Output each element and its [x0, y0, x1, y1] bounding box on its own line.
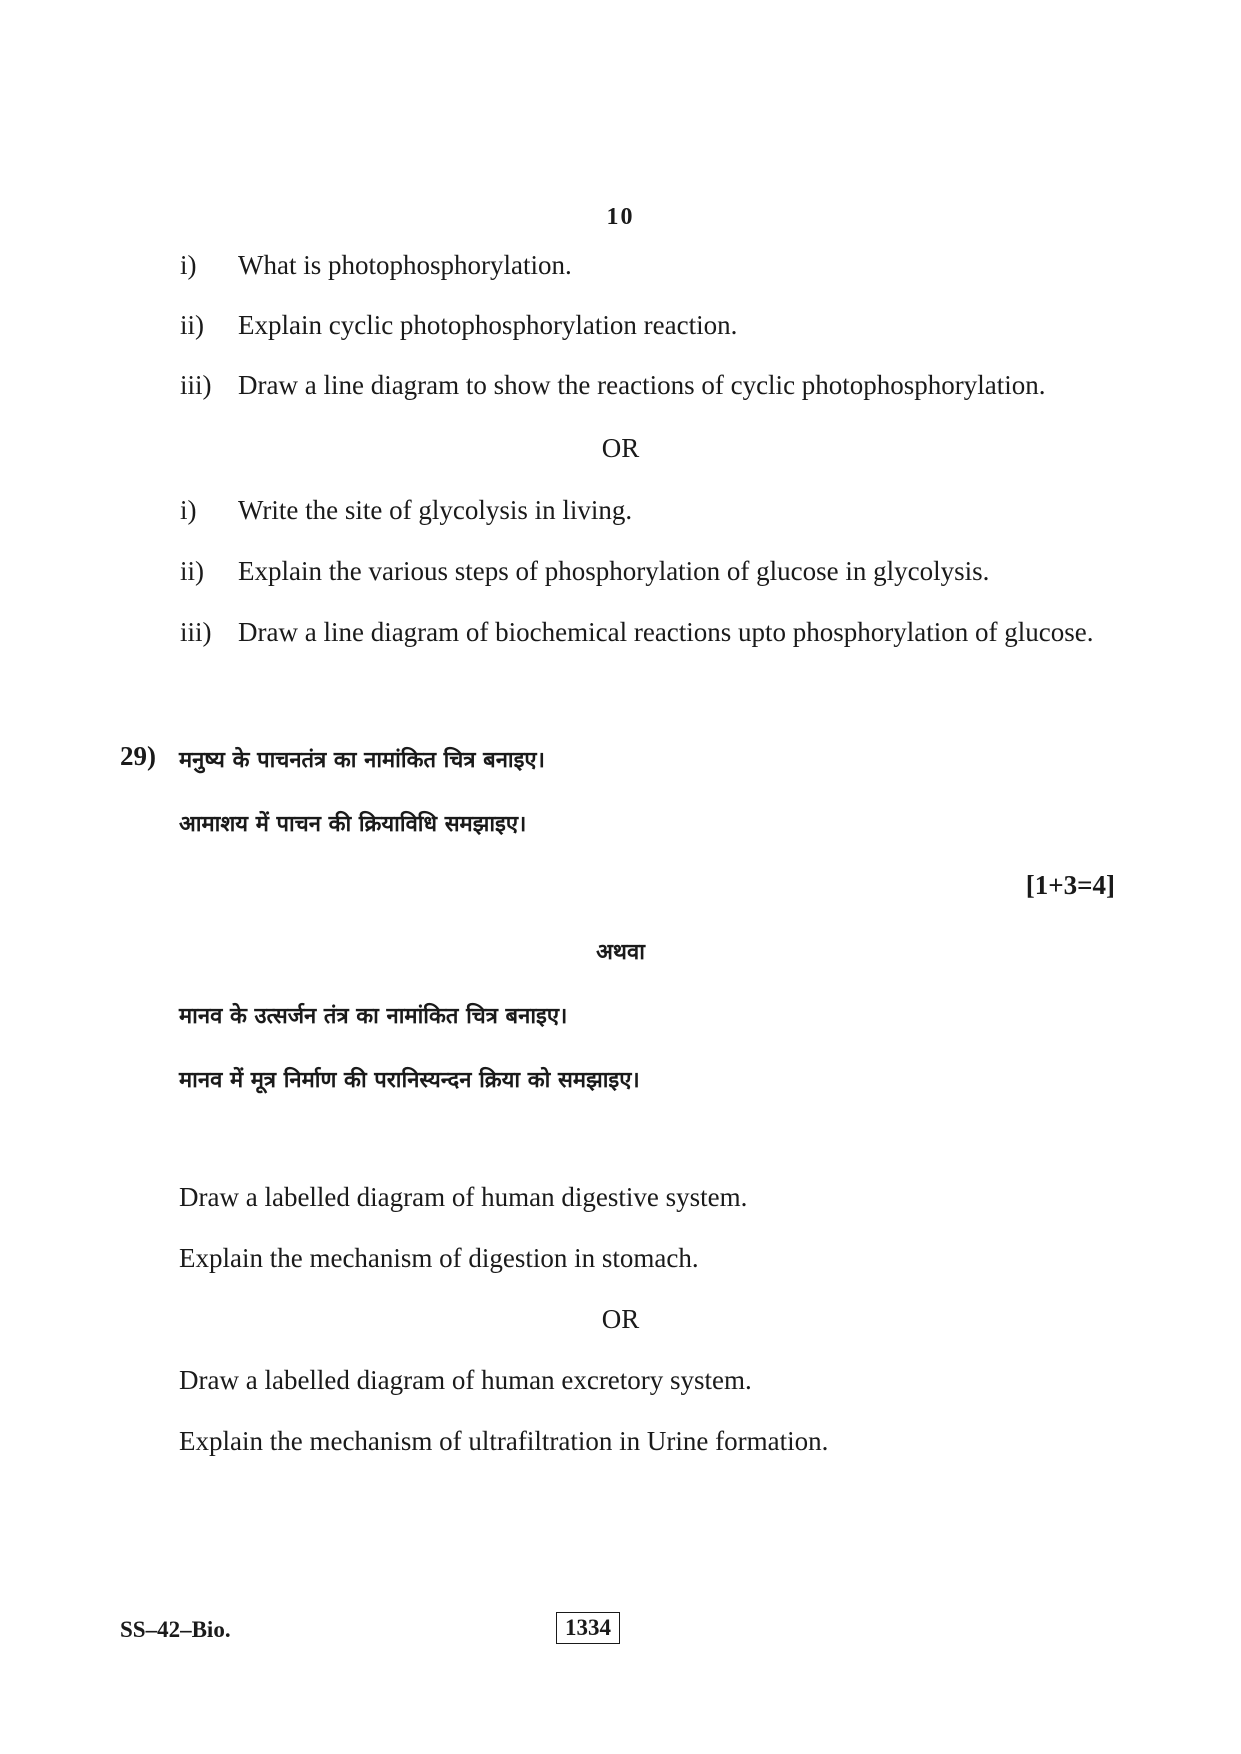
page-number: 10: [606, 204, 635, 230]
q28-or-label: OR: [601, 433, 640, 463]
q29-english-line2: Explain the mechanism of digestion in stomach.: [179, 1243, 699, 1273]
q28-a-i-num: i): [180, 250, 197, 280]
q29-or-label: OR: [601, 1304, 640, 1334]
q28-b-ii-text: Explain the various steps of phosphorylation of glucose in glycolysis.: [238, 556, 990, 586]
footer-paper-code: SS–42–Bio.: [120, 1617, 231, 1642]
q29-number: 29): [120, 741, 156, 771]
q28-a-iii-num: iii): [180, 370, 212, 400]
q28-a-i-text: What is photophosphorylation.: [238, 250, 572, 280]
q28-b-iii-text: Draw a line diagram of biochemical reactions upto phosphorylation of glucose.: [238, 617, 1094, 647]
q28-a-iii-text: Draw a line diagram to show the reactions of cyclic photophosphorylation.: [238, 370, 1046, 400]
q28-b-ii-num: ii): [180, 556, 204, 586]
footer-box-number: 1334: [556, 1612, 620, 1644]
q28-a-ii-text: Explain cyclic photophosphorylation reaction.: [238, 310, 738, 340]
q29-english-line4: Explain the mechanism of ultrafiltration in Urine formation.: [179, 1426, 829, 1456]
q29-hindi-line4: मानव में मूत्र निर्माण की परानिस्यन्दन क्रिया को समझाइए।: [179, 1068, 640, 1093]
q29-hindi-line3: मानव के उत्सर्जन तंत्र का नामांकित चित्र बनाइए।: [179, 1004, 568, 1029]
q29-english-line1: Draw a labelled diagram of human digestive system.: [179, 1182, 748, 1212]
q29-english-line3: Draw a labelled diagram of human excretory system.: [179, 1365, 752, 1395]
q29-marks: [1+3=4]: [1025, 870, 1115, 900]
q29-hindi-line2: आमाशय में पाचन की क्रियाविधि समझाइए।: [179, 812, 527, 837]
q29-hindi-or: अथवा: [596, 940, 645, 965]
q29-hindi-line1: मनुष्य के पाचनतंत्र का नामांकित चित्र बनाइए।: [179, 748, 545, 773]
q28-b-iii-num: iii): [180, 617, 212, 647]
q28-a-ii-num: ii): [180, 310, 204, 340]
q28-b-i-text: Write the site of glycolysis in living.: [238, 495, 633, 525]
q28-b-i-num: i): [180, 495, 197, 525]
